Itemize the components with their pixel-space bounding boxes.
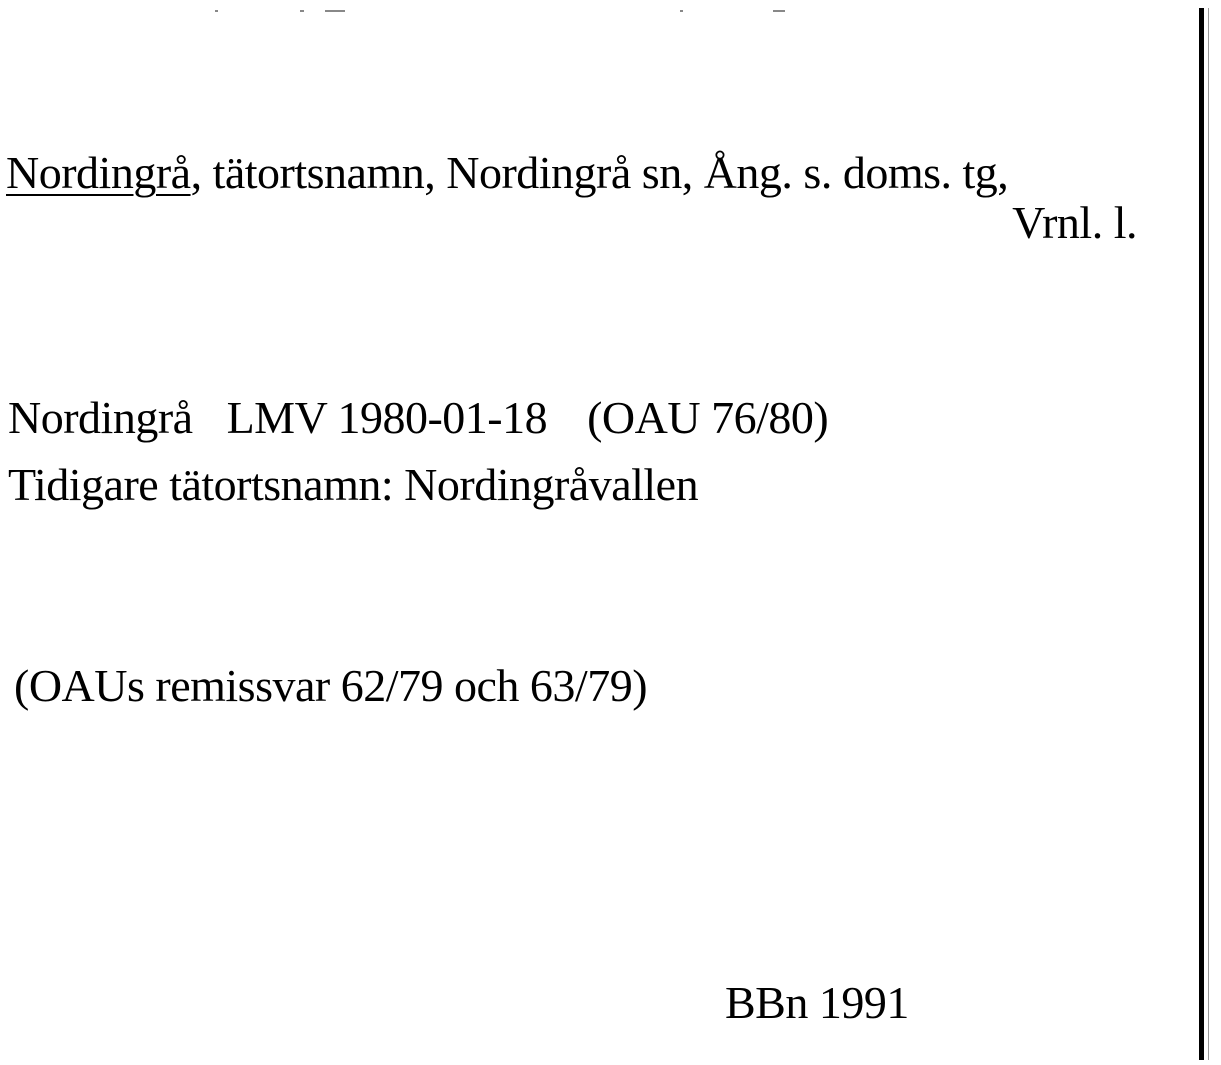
- scan-speck: [680, 10, 683, 12]
- scan-speck: [215, 10, 218, 12]
- decision-reference: (OAU 76/80): [587, 392, 829, 443]
- heading-description: , tätortsnamn, Nordingrå sn, Ång. s. doms. tg,: [190, 147, 1009, 198]
- county-abbreviation: Vrnl. l.: [1012, 197, 1137, 248]
- remiss-reference: (OAUs remissvar 62/79 och 63/79): [14, 660, 648, 711]
- decision-authority-date: LMV 1980-01-18: [226, 392, 548, 443]
- card-heading: [6, 147, 1009, 198]
- card-edge-shadow: [1208, 8, 1209, 1060]
- card-edge: [1199, 8, 1204, 1060]
- former-name-line: Tidigare tätortsnamn: Nordingråvallen: [8, 459, 699, 510]
- scan-speck: [325, 10, 345, 12]
- decision-name: Nordingrå: [8, 392, 193, 443]
- scan-speck: [300, 10, 304, 12]
- signature: BBn 1991: [725, 977, 909, 1028]
- decision-line: [8, 392, 829, 443]
- scan-speck: [773, 10, 785, 12]
- headword: Nordingrå: [6, 147, 191, 198]
